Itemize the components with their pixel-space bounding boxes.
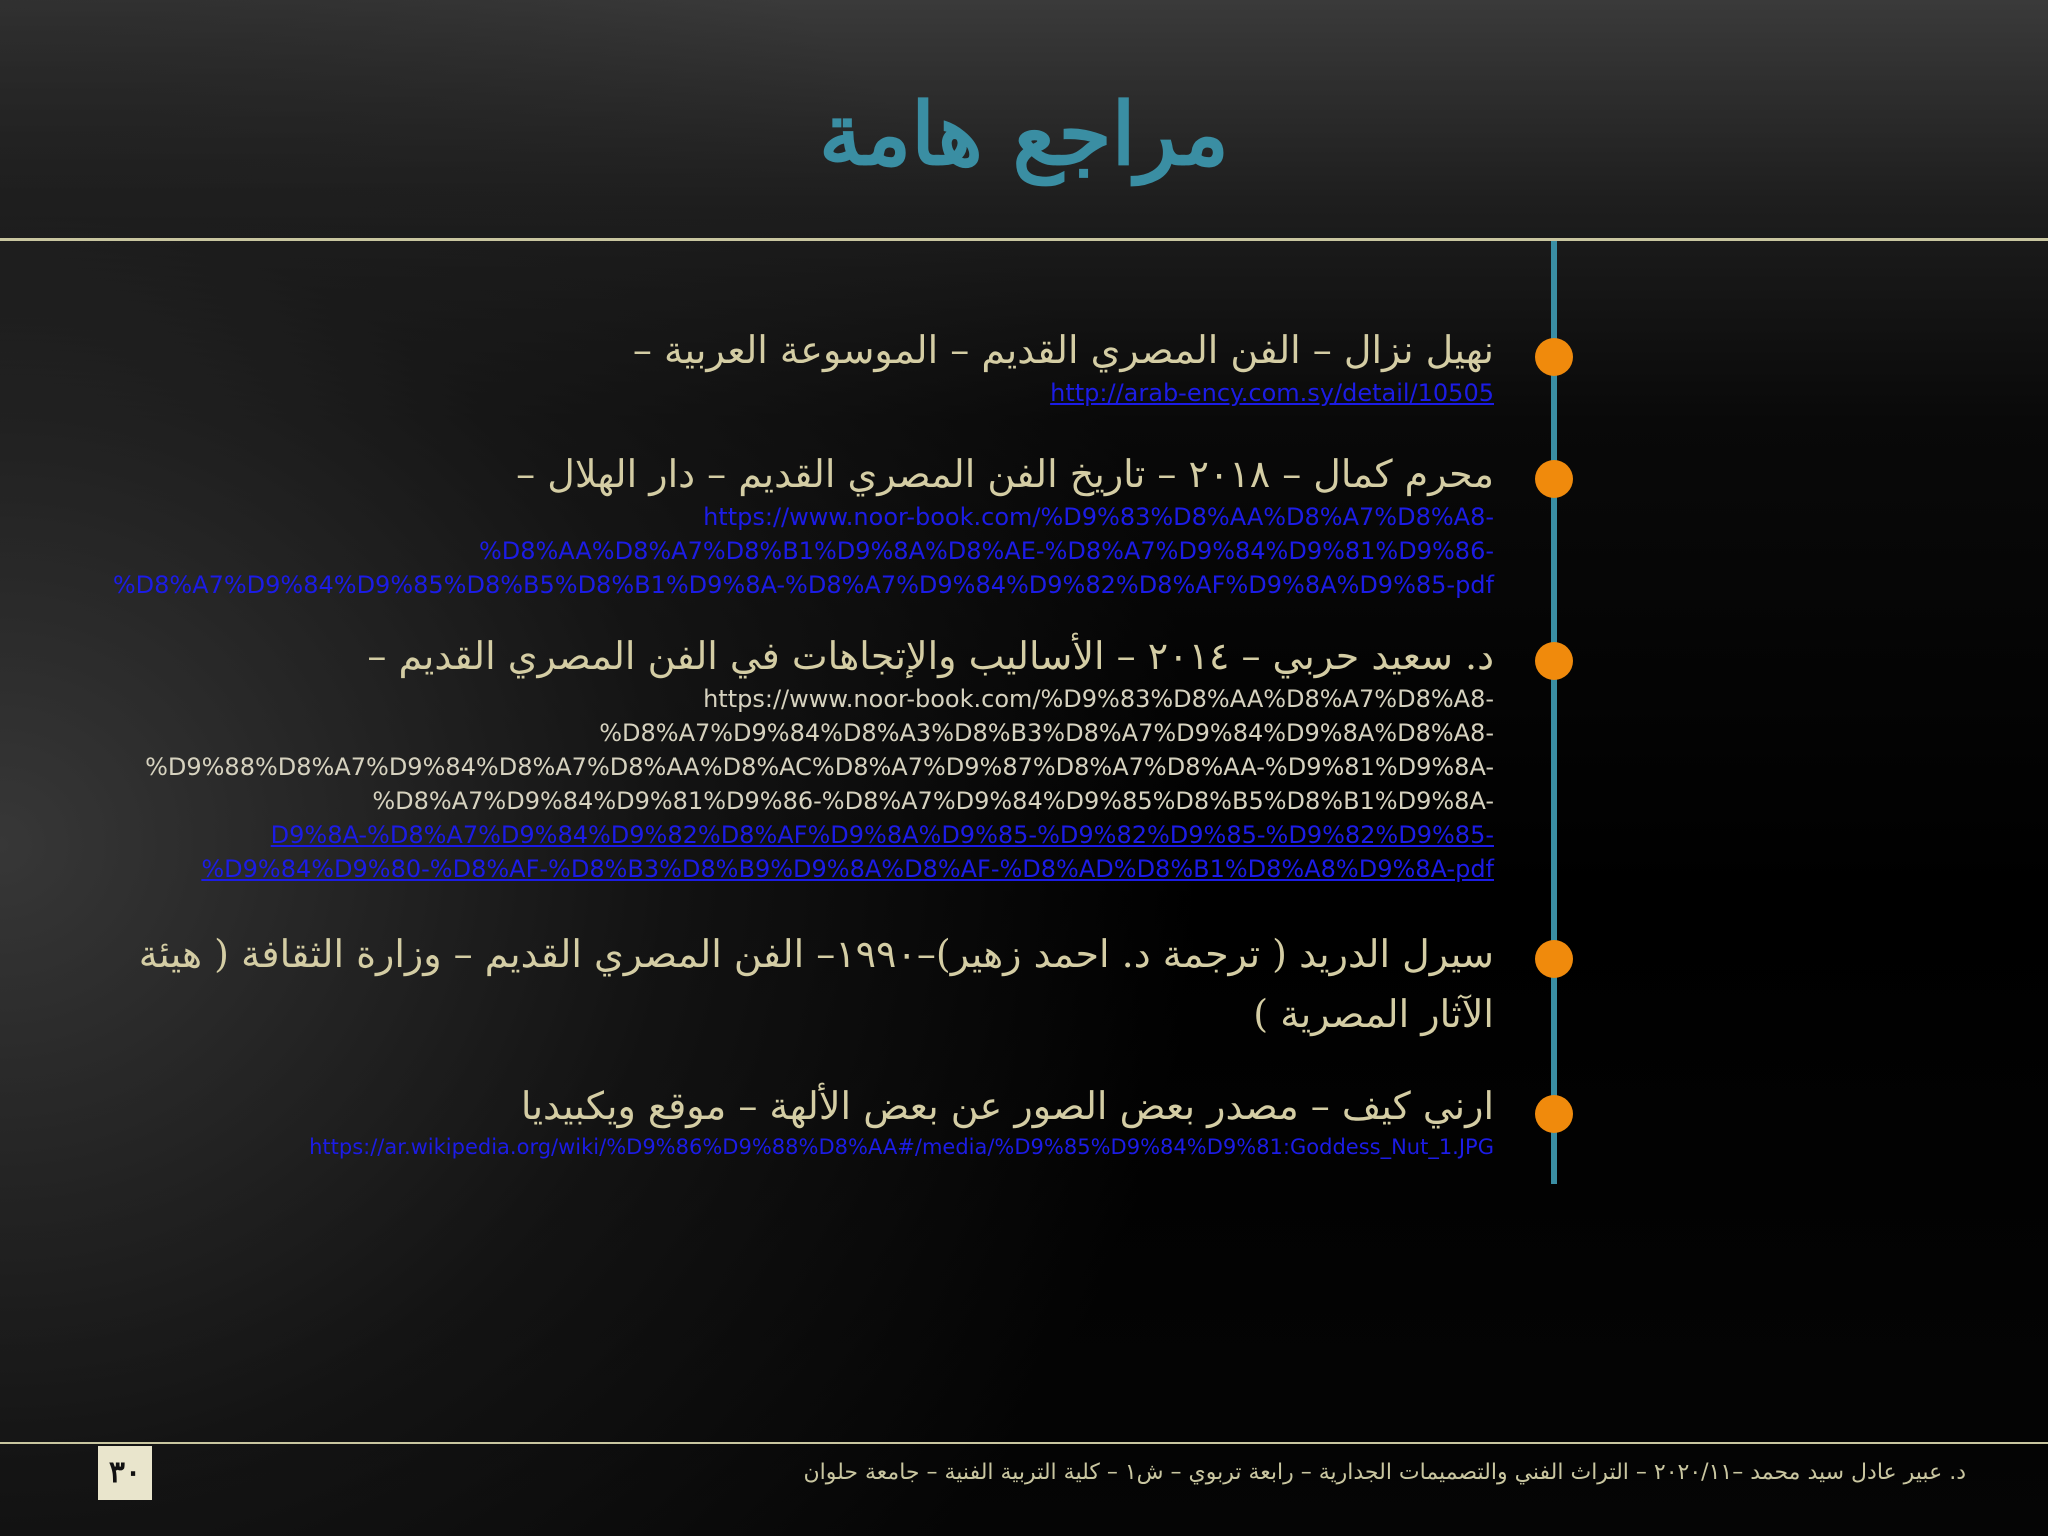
title-divider xyxy=(0,238,2048,241)
reference-url-line: %D9%88%D8%A7%D9%84%D8%A7%D8%AA%D8%AC%D8%A7%D9%87%D8%A7%D8%AA-%D9%81%D9%8A- xyxy=(145,753,1494,781)
reference-link[interactable]: http://arab-ency.com.sy/detail/10505 xyxy=(1050,379,1494,407)
slide-title: مراجع هامة xyxy=(818,84,1229,185)
reference-text: د. سعيد حربي – ٢٠١٤ – الأساليب والإتجاهات في الفن المصري القديم – xyxy=(367,634,1494,678)
reference-link[interactable]: https://ar.wikipedia.org/wiki/%D9%86%D9%88%D8%AA#/media/%D9%85%D9%84%D9%81:Goddess_Nut_1.JPG xyxy=(309,1135,1494,1159)
bullet-dot-3 xyxy=(1535,642,1573,680)
reference-link-line[interactable]: https://www.noor-book.com/%D9%83%D8%AA%D8%A7%D8%A8- xyxy=(703,503,1494,531)
reference-5 xyxy=(309,1080,1494,1162)
timeline-line xyxy=(1551,241,1557,1184)
reference-link-line[interactable]: D9%8A-%D8%A7%D9%84%D9%82%D8%AF%D9%8A%D9%85-%D9%82%D9%85-%D9%82%D9%85- xyxy=(270,821,1494,849)
reference-link-line[interactable]: %D8%A7%D9%84%D9%85%D8%B5%D8%B1%D9%8A-%D8%A7%D9%84%D9%82%D8%AF%D9%8A%D9%85-pdf xyxy=(112,571,1494,599)
reference-link-line[interactable]: %D8%AA%D8%A7%D8%B1%D9%8A%D8%AE-%D8%A7%D9%84%D9%81%D9%86- xyxy=(478,537,1494,565)
reference-text: نهيل نزال – الفن المصري القديم – الموسوعة العربية – xyxy=(632,328,1494,372)
page-number: ٣٠ xyxy=(98,1446,152,1500)
reference-3 xyxy=(145,630,1494,886)
bullet-dot-1 xyxy=(1535,338,1573,376)
footer-text: د. عبير عادل سيد محمد –٢٠٢٠/١١ – التراث الفني والتصميمات الجدارية – رابعة تربوي – ش١ – كلية التربية الفنية – جامعة حلوان xyxy=(803,1460,1966,1485)
reference-text: محرم كمال – ٢٠١٨ – تاريخ الفن المصري القديم – دار الهلال – xyxy=(516,452,1494,496)
reference-2 xyxy=(113,448,1494,602)
reference-url-line: %D8%A7%D9%84%D8%A3%D8%B3%D8%A7%D9%84%D9%8A%D8%A8- xyxy=(599,719,1494,747)
bullet-dot-2 xyxy=(1535,460,1573,498)
reference-link-line[interactable]: %D9%84%D9%80-%D8%AF-%D8%B3%D8%B9%D9%8A%D8%AF-%D8%AD%D8%B1%D8%A8%D9%8A-pdf xyxy=(201,855,1494,883)
bullet-dot-4 xyxy=(1535,940,1573,978)
reference-text: ارني كيف – مصدر بعض الصور عن بعض الألهة – موقع ويكبيديا xyxy=(520,1084,1494,1128)
reference-url-line: https://www.noor-book.com/%D9%83%D8%AA%D8%A7%D8%A8- xyxy=(703,685,1494,713)
reference-url-line: %D8%A7%D9%84%D9%81%D9%86-%D8%A7%D9%84%D9%85%D8%B5%D8%B1%D9%8A- xyxy=(372,787,1494,815)
reference-1 xyxy=(633,324,1494,410)
reference-4 xyxy=(54,924,1494,1044)
footer-divider xyxy=(0,1442,2048,1444)
bullet-dot-5 xyxy=(1535,1095,1573,1133)
reference-text: سيرل الدريد ( ترجمة د. احمد زهير)–١٩٩٠– الفن المصري القديم – وزارة الثقافة ( هيئة الآثار المصرية ) xyxy=(138,932,1494,1036)
